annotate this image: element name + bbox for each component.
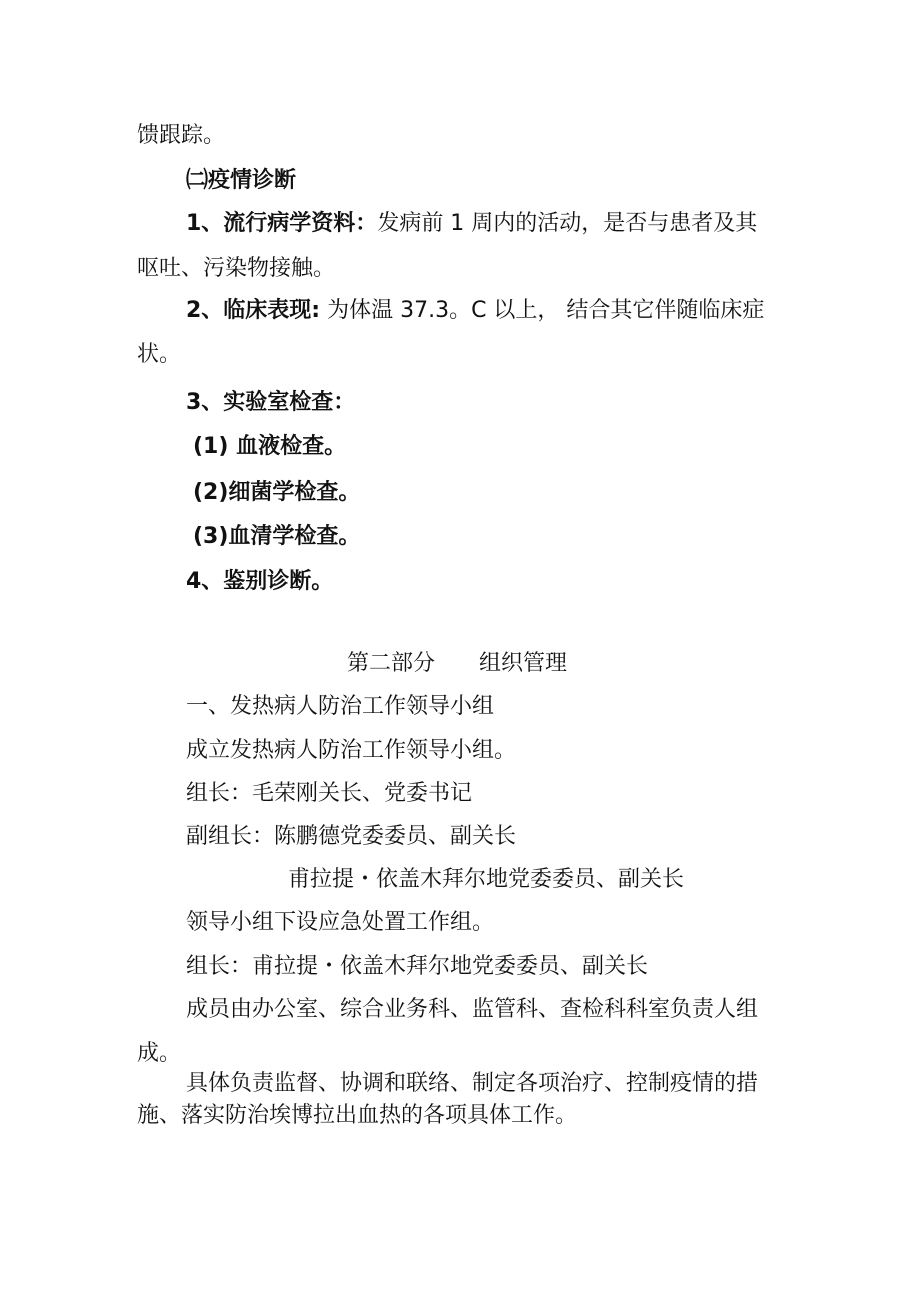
part-number: 第二部分 (347, 651, 436, 676)
paragraph-line: 组长：毛荣刚关长、党委书记 (186, 781, 473, 806)
paragraph-line: 成。 (137, 1041, 182, 1066)
paragraph-line: 领导小组下设应急处置工作组。 (186, 910, 495, 935)
paragraph-line: 状。 (137, 342, 182, 367)
paragraph-line: 施、落实防治埃博拉出血热的各项具体工作。 (137, 1103, 578, 1128)
item-label: 1、流行病学资料： (186, 211, 378, 236)
section-heading: ㈡疫情诊断 (186, 168, 297, 193)
sub-heading: 4、鉴别诊断。 (186, 569, 334, 594)
paragraph-line: 馈跟踪。 (137, 123, 226, 148)
section-heading: 一、发热病人防治工作领导小组 (186, 694, 495, 719)
paragraph-line (186, 211, 757, 237)
item-text: 发病前 1 周内的活动，是否与患者及其 (377, 211, 758, 236)
paragraph-line: 具体负责监督、协调和联络、制定各项治疗、控制疫情的措 (186, 1071, 759, 1096)
paragraph-line: 组长：甫拉提・依盖木拜尔地党委委员、副关长 (186, 954, 649, 979)
part-title (347, 651, 567, 677)
paragraph-line: 呕吐、污染物接触。 (137, 256, 336, 281)
list-item: (1) 血液检查。 (193, 434, 347, 459)
item-label: 2、临床表现: (186, 298, 321, 323)
paragraph-line: 成员由办公室、综合业务科、监管科、查检科科室负责人组 (186, 997, 759, 1022)
part-name: 组织管理 (479, 651, 568, 676)
list-item: (2)细菌学检查。 (193, 480, 361, 505)
paragraph-line: 甫拉提・依盖木拜尔地党委委员、副关长 (288, 867, 685, 892)
item-text: 为体温 37.3。C 以上， 结合其它伴随临床症 (320, 298, 765, 323)
list-item: (3)血清学检查。 (193, 524, 361, 549)
paragraph-line: 成立发热病人防治工作领导小组。 (186, 738, 517, 763)
paragraph-line: 副组长：陈鹏德党委委员、副关长 (186, 824, 517, 849)
paragraph-line (186, 298, 764, 324)
sub-heading: 3、实验室检查： (186, 390, 356, 415)
